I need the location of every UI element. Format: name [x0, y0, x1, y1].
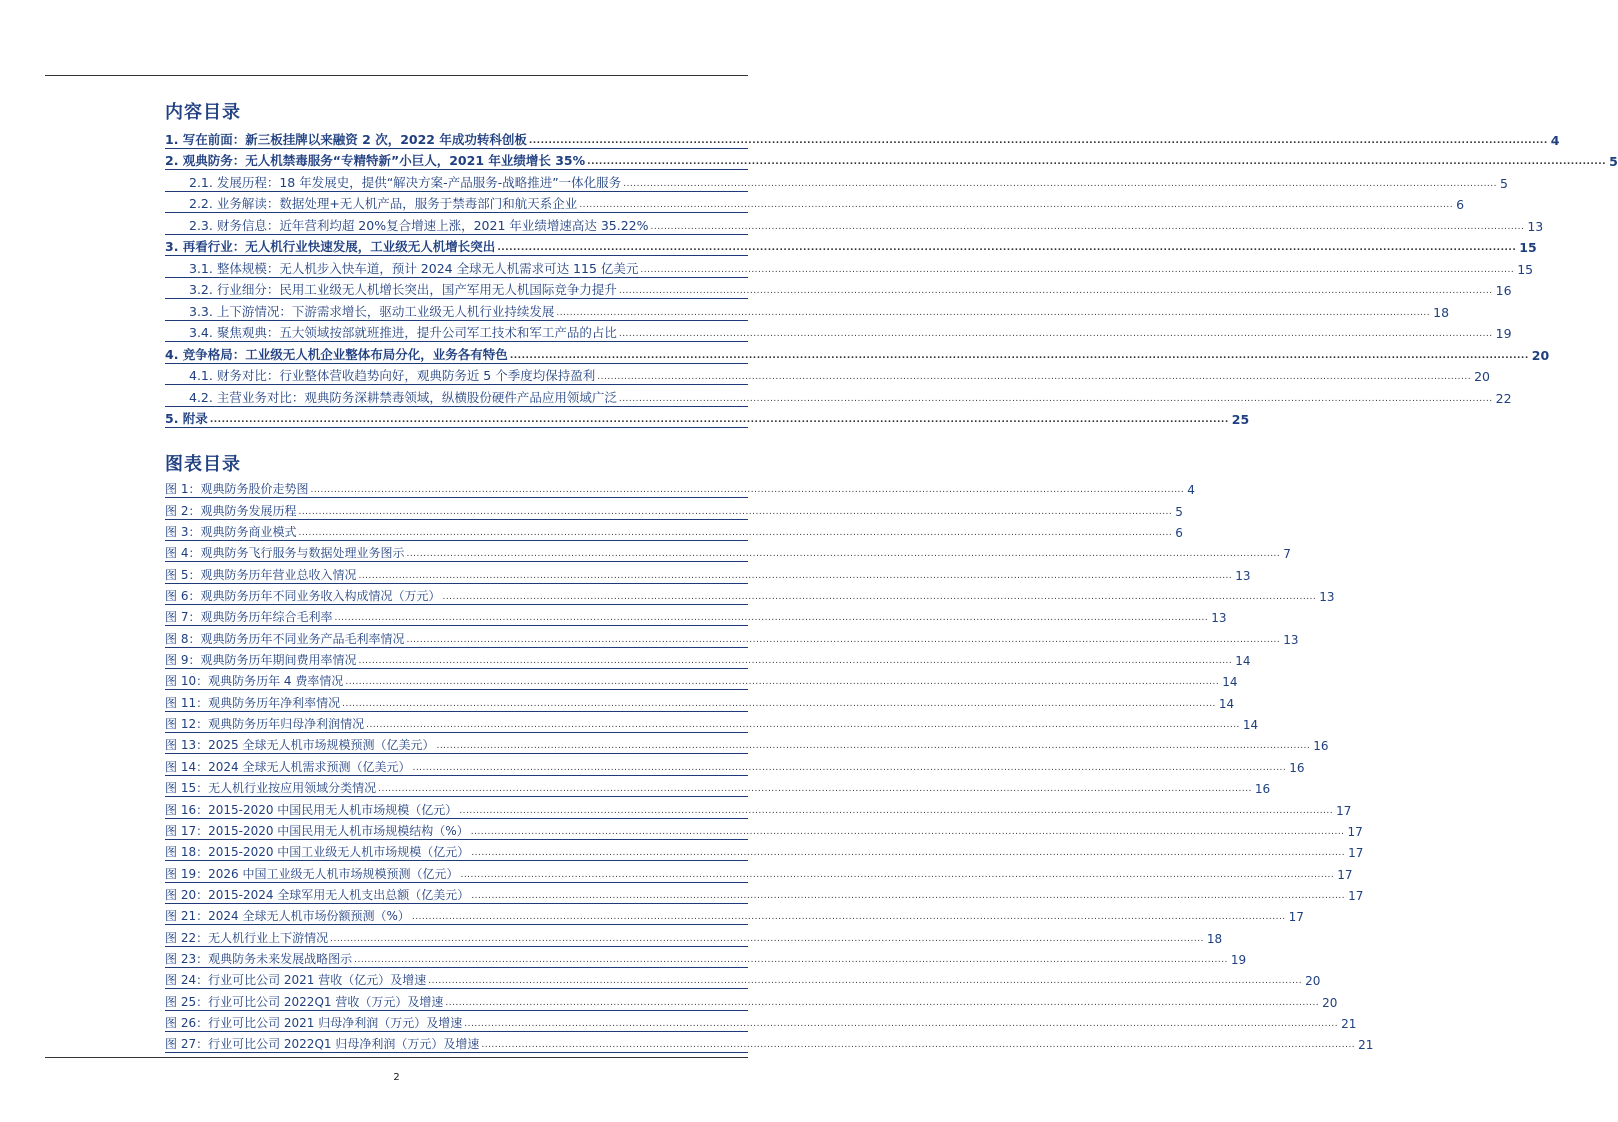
entry-page-number: 20: [1305, 974, 1321, 989]
dot-leader: ....................................................................................................................................................................................................................................................................: [298, 528, 1173, 539]
dot-leader: ....................................................................................................................................................................................................................................................................: [342, 698, 1216, 709]
entry-page-number: 17: [1336, 803, 1352, 818]
figure-entry[interactable]: [165, 861, 1353, 882]
header-rule: [45, 75, 748, 76]
entry-page-number: 6: [1456, 197, 1465, 212]
entry-page-number: 17: [1348, 888, 1364, 903]
dot-leader: ....................................................................................................................................................................................................................................................................: [471, 890, 1346, 901]
entry-page-number: 4: [1550, 132, 1560, 148]
dot-leader: ....................................................................................................................................................................................................................................................................: [587, 157, 1607, 167]
entry-label: 图 7：观典防务历年综合毛利率: [165, 610, 333, 625]
toc-entry[interactable]: [165, 299, 1450, 321]
entry-label: 图 27：行业可比公司 2022Q1 归母净利润（万元）及增速: [165, 1037, 480, 1052]
figure-entry[interactable]: [165, 1032, 1374, 1053]
entry-page-number: 15: [1517, 261, 1534, 277]
entry-label: 图 26：行业可比公司 2021 归母净利润（万元）及增速: [165, 1015, 463, 1030]
toc-entry[interactable]: [165, 364, 1490, 386]
table-of-contents: [165, 127, 1618, 428]
entry-label: 图 15：无人机行业按应用领域分类情况: [165, 781, 377, 796]
dot-leader: ....................................................................................................................................................................................................................................................................: [406, 634, 1281, 645]
figure-entry[interactable]: [165, 541, 1291, 562]
entry-label: 2.1. 发展历程：18 年发展史，提供“解决方案-产品服务-战略推进”一体化服务: [189, 174, 622, 190]
entry-label: 图 19：2026 中国工业级无人机市场规模预测（亿元）: [165, 866, 459, 881]
entry-label: 4.1. 财务对比：行业整体营收趋势向好，观典防务近 5 个季度均保持盈利: [189, 368, 596, 383]
entry-label: 图 11：观典防务历年净利率情况: [165, 695, 341, 710]
toc-entry[interactable]: [165, 256, 1534, 278]
dot-leader: ....................................................................................................................................................................................................................................................................: [618, 329, 1493, 339]
figure-entry[interactable]: [165, 498, 1183, 519]
figure-entry[interactable]: [165, 947, 1247, 968]
figure-entry[interactable]: [165, 925, 1223, 946]
entry-page-number: 14: [1222, 675, 1238, 690]
dot-leader: ....................................................................................................................................................................................................................................................................: [428, 976, 1303, 987]
toc-entry[interactable]: [165, 127, 1560, 149]
entry-page-number: 13: [1527, 218, 1544, 234]
entry-label: 图 14：2024 全球无人机需求预测（亿美元）: [165, 759, 411, 774]
dot-leader: ....................................................................................................................................................................................................................................................................: [442, 592, 1317, 603]
entry-page-number: 7: [1283, 547, 1291, 562]
entry-page-number: 22: [1495, 390, 1512, 406]
figure-entry[interactable]: [165, 626, 1299, 647]
entry-page-number: 16: [1495, 283, 1512, 298]
footer-rule: [45, 1057, 748, 1058]
entry-page-number: 15: [1519, 240, 1537, 255]
figure-entry[interactable]: [165, 605, 1227, 626]
entry-page-number: 18: [1206, 931, 1223, 946]
figure-entry[interactable]: [165, 754, 1305, 775]
dot-leader: ....................................................................................................................................................................................................................................................................: [623, 178, 1498, 189]
entry-label: 图 1：观典防务股价走势图: [165, 482, 309, 497]
dot-leader: ....................................................................................................................................................................................................................................................................: [209, 415, 1229, 425]
dot-leader: ....................................................................................................................................................................................................................................................................: [330, 933, 1204, 944]
entry-label: 2. 观典防务：无人机禁毒服务“专精特新”小巨人，2021 年业绩增长 35%: [165, 153, 586, 168]
entry-label: 图 3：观典防务商业模式: [165, 525, 297, 540]
dot-leader: ....................................................................................................................................................................................................................................................................: [509, 350, 1529, 361]
entry-page-number: 5: [1609, 154, 1618, 169]
dot-leader: ....................................................................................................................................................................................................................................................................: [618, 393, 1493, 404]
figure-entry[interactable]: [165, 883, 1364, 904]
dot-leader: ....................................................................................................................................................................................................................................................................: [460, 869, 1335, 880]
dot-leader: ....................................................................................................................................................................................................................................................................: [556, 307, 1431, 318]
entry-page-number: 20: [1322, 995, 1338, 1010]
dot-leader: ....................................................................................................................................................................................................................................................................: [436, 741, 1311, 752]
entry-page-number: 16: [1254, 782, 1271, 797]
dot-leader: ....................................................................................................................................................................................................................................................................: [366, 720, 1240, 731]
figure-entry[interactable]: [165, 1011, 1357, 1032]
entry-page-number: 13: [1211, 611, 1227, 626]
toc-entry[interactable]: [165, 170, 1508, 192]
entry-page-number: 13: [1283, 632, 1299, 647]
dot-leader: ....................................................................................................................................................................................................................................................................: [471, 848, 1346, 859]
entry-page-number: 21: [1341, 1016, 1357, 1031]
entry-page-number: 16: [1289, 760, 1305, 775]
entry-label: 3.3. 上下游情况：下游需求增长，驱动工业级无人机行业持续发展: [189, 303, 555, 319]
dot-leader: ....................................................................................................................................................................................................................................................................: [406, 549, 1281, 560]
entry-label: 图 24：行业可比公司 2021 营收（亿元）及增速: [165, 973, 427, 988]
entry-label: 图 23：观典防务未来发展战略图示: [165, 951, 353, 966]
dot-leader: ....................................................................................................................................................................................................................................................................: [334, 613, 1209, 624]
entry-label: 图 18：2015-2020 中国工业级无人机市场规模（亿元）: [165, 845, 470, 860]
entry-label: 图 8：观典防务历年不同业务产品毛利率情况: [165, 631, 405, 646]
dot-leader: ....................................................................................................................................................................................................................................................................: [650, 221, 1525, 232]
figure-entry[interactable]: [165, 648, 1251, 669]
dot-leader: ....................................................................................................................................................................................................................................................................: [445, 997, 1320, 1008]
dot-leader: ....................................................................................................................................................................................................................................................................: [378, 784, 1252, 795]
entry-label: 3. 再看行业：无人机行业快速发展，工业级无人机增长突出: [165, 239, 496, 254]
figure-entry[interactable]: [165, 669, 1238, 690]
toc-entry[interactable]: [165, 342, 1550, 364]
dot-leader: ....................................................................................................................................................................................................................................................................: [358, 656, 1233, 667]
dot-leader: ....................................................................................................................................................................................................................................................................: [459, 805, 1334, 816]
entry-page-number: 19: [1230, 952, 1247, 967]
entry-label: 图 2：观典防务发展历程: [165, 503, 297, 518]
entry-page-number: 14: [1242, 718, 1259, 733]
entry-page-number: 17: [1337, 867, 1353, 882]
entry-label: 2.2. 业务解读：数据处理+无人机产品，服务于禁毒部门和航天系企业: [189, 196, 578, 211]
figure-list: [165, 477, 1374, 1053]
toc-entry[interactable]: [165, 407, 1250, 429]
toc-entry[interactable]: [165, 149, 1618, 171]
page-number: 2: [393, 1072, 400, 1083]
entry-page-number: 5: [1500, 175, 1508, 191]
dot-leader: ....................................................................................................................................................................................................................................................................: [640, 264, 1515, 275]
figure-entry[interactable]: [165, 733, 1329, 754]
figure-entry[interactable]: [165, 562, 1251, 583]
figure-entry[interactable]: [165, 520, 1183, 541]
dot-leader: ....................................................................................................................................................................................................................................................................: [481, 1040, 1356, 1051]
entry-page-number: 6: [1175, 526, 1183, 541]
entry-page-number: 17: [1288, 910, 1304, 925]
toc-entry[interactable]: [165, 278, 1512, 300]
dot-leader: ....................................................................................................................................................................................................................................................................: [528, 135, 1548, 146]
figure-entry[interactable]: [165, 690, 1235, 711]
dot-leader: ....................................................................................................................................................................................................................................................................: [354, 954, 1228, 965]
dot-leader: ....................................................................................................................................................................................................................................................................: [579, 200, 1454, 210]
entry-page-number: 13: [1235, 568, 1251, 583]
entry-label: 图 20：2015-2024 全球军用无人机支出总额（亿美元）: [165, 887, 470, 902]
dot-leader: ....................................................................................................................................................................................................................................................................: [618, 286, 1493, 296]
toc-entry[interactable]: [165, 385, 1512, 407]
dot-leader: ....................................................................................................................................................................................................................................................................: [358, 570, 1233, 581]
entry-page-number: 5: [1175, 504, 1183, 519]
dot-leader: ....................................................................................................................................................................................................................................................................: [597, 372, 1472, 382]
entry-label: 2.3. 财务信息：近年营利均超 20%复合增速上涨，2021 年业绩增速高达 35.22%: [189, 217, 649, 233]
entry-page-number: 17: [1347, 824, 1363, 839]
figure-list-title: 图表目录: [165, 454, 241, 475]
entry-label: 3.4. 聚焦观典：五大领域按部就班推进，提升公司军工技术和军工产品的占比: [189, 325, 617, 340]
entry-page-number: 21: [1358, 1038, 1374, 1053]
entry-label: 图 6：观典防务历年不同业务收入构成情况（万元）: [165, 589, 441, 604]
entry-label: 4. 竞争格局：工业级无人机企业整体布局分化，业务各有特色: [165, 346, 508, 362]
entry-page-number: 17: [1348, 846, 1364, 861]
toc-entry[interactable]: [165, 213, 1544, 235]
dot-leader: ....................................................................................................................................................................................................................................................................: [310, 485, 1185, 496]
entry-page-number: 18: [1433, 304, 1450, 320]
entry-label: 图 5：观典防务历年营业总收入情况: [165, 567, 357, 582]
dot-leader: ....................................................................................................................................................................................................................................................................: [412, 762, 1287, 773]
toc-entry[interactable]: [165, 192, 1465, 214]
dot-leader: ....................................................................................................................................................................................................................................................................: [470, 826, 1345, 837]
entry-label: 图 17：2015-2020 中国民用无人机市场规模结构（%）: [165, 823, 469, 838]
entry-label: 4.2. 主营业务对比：观典防务深耕禁毒领域，纵横股份硬件产品应用领域广泛: [189, 389, 617, 405]
entry-page-number: 14: [1218, 696, 1235, 711]
entry-label: 3.1. 整体规模：无人机步入快车道，预计 2024 全球无人机需求可达 115 亿美元: [189, 260, 639, 276]
entry-label: 3.2. 行业细分：民用工业级无人机增长突出，国产军用无人机国际竞争力提升: [189, 282, 617, 297]
entry-page-number: 4: [1187, 483, 1195, 498]
entry-page-number: 19: [1495, 326, 1512, 341]
figure-entry[interactable]: [165, 797, 1352, 818]
dot-leader: ....................................................................................................................................................................................................................................................................: [464, 1018, 1339, 1029]
figure-entry[interactable]: [165, 584, 1335, 605]
entry-label: 1. 写在前面：新三板挂牌以来融资 2 次，2022 年成功转科创板: [165, 131, 527, 147]
entry-page-number: 16: [1313, 739, 1329, 754]
toc-title: 内容目录: [165, 102, 241, 123]
figure-entry[interactable]: [165, 989, 1338, 1010]
entry-label: 图 16：2015-2020 中国民用无人机市场规模（亿元）: [165, 802, 458, 817]
dot-leader: ....................................................................................................................................................................................................................................................................: [345, 677, 1220, 688]
entry-label: 图 25：行业可比公司 2022Q1 营收（万元）及增速: [165, 994, 444, 1009]
figure-entry[interactable]: [165, 776, 1271, 797]
entry-label: 图 4：观典防务飞行服务与数据处理业务图示: [165, 546, 405, 561]
figure-entry[interactable]: [165, 819, 1363, 840]
entry-page-number: 20: [1531, 347, 1550, 363]
figure-entry[interactable]: [165, 968, 1321, 989]
entry-page-number: 13: [1319, 590, 1335, 605]
entry-label: 图 22：无人机行业上下游情况: [165, 930, 329, 945]
figure-entry[interactable]: [165, 712, 1259, 733]
entry-label: 图 10：观典防务历年 4 费率情况: [165, 674, 344, 689]
toc-entry[interactable]: [165, 235, 1537, 257]
toc-entry[interactable]: [165, 321, 1512, 343]
entry-page-number: 20: [1474, 369, 1490, 384]
dot-leader: ....................................................................................................................................................................................................................................................................: [497, 243, 1517, 253]
entry-page-number: 25: [1231, 412, 1250, 427]
dot-leader: ....................................................................................................................................................................................................................................................................: [411, 912, 1286, 923]
entry-label: 图 12：观典防务历年归母净利润情况: [165, 717, 365, 732]
entry-label: 图 9：观典防务历年期间费用率情况: [165, 653, 357, 668]
figure-entry[interactable]: [165, 904, 1304, 925]
figure-entry[interactable]: [165, 477, 1195, 498]
figure-entry[interactable]: [165, 840, 1364, 861]
entry-label: 图 13：2025 全球无人机市场规模预测（亿美元）: [165, 738, 435, 753]
entry-label: 5. 附录: [165, 411, 208, 426]
entry-label: 图 21：2024 全球无人机市场份额预测（%）: [165, 909, 410, 924]
dot-leader: ....................................................................................................................................................................................................................................................................: [298, 506, 1173, 517]
entry-page-number: 14: [1235, 654, 1251, 669]
